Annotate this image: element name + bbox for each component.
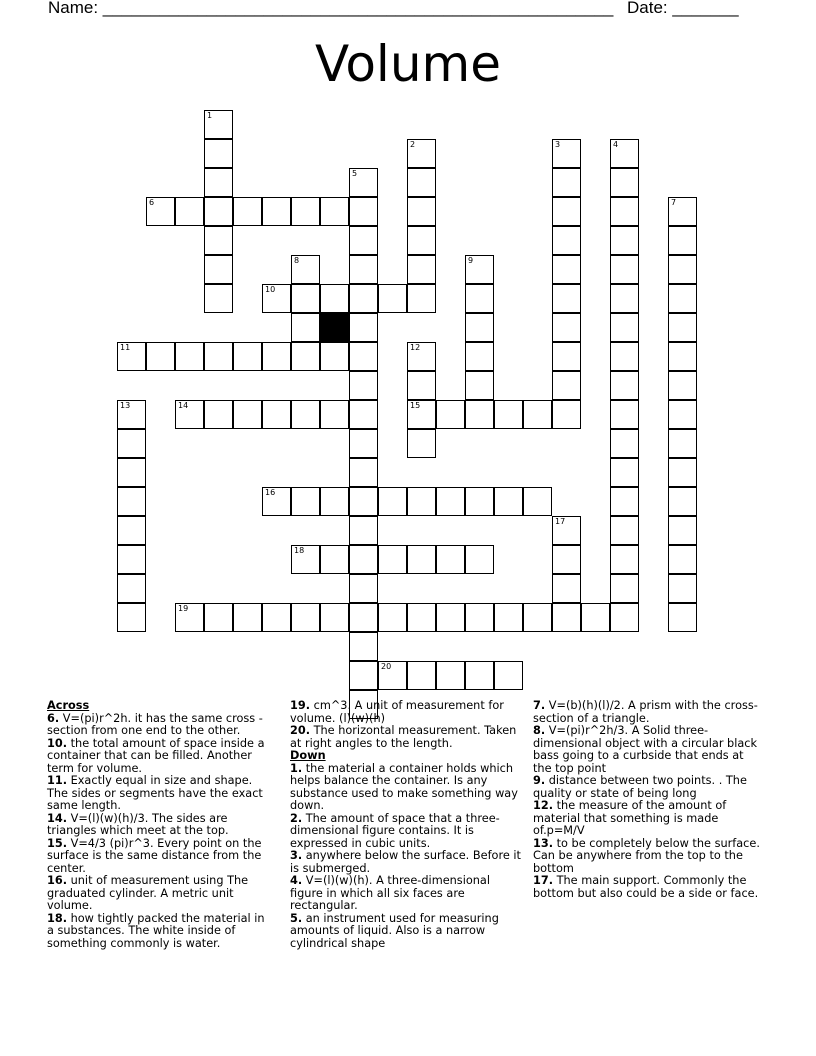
clue-text: to be completely below the surface. Can be anywhere from the top to the bottom — [533, 836, 760, 875]
grid-cell[interactable] — [378, 545, 407, 574]
clue-number: 19. — [290, 699, 311, 712]
grid-cell[interactable] — [349, 574, 378, 603]
grid-cell[interactable] — [233, 400, 262, 429]
grid-cell[interactable] — [552, 371, 581, 400]
clue-text: anywhere below the surface. Before it is submerged. — [290, 849, 521, 875]
grid-cell[interactable] — [291, 487, 320, 516]
col1-list — [47, 713, 273, 951]
grid-cell[interactable] — [407, 197, 436, 226]
clue-text: V=(pi)r^2h/3. A Solid three-dimensional object with a circular black bass going to a curbside that ends at the top point — [533, 724, 758, 775]
grid-cell[interactable] — [349, 168, 378, 197]
grid-cell[interactable] — [349, 458, 378, 487]
grid-cell[interactable] — [610, 371, 639, 400]
grid-cell[interactable] — [117, 342, 146, 371]
grid-cell[interactable] — [349, 632, 378, 661]
grid-cell[interactable] — [436, 661, 465, 690]
grid-cell[interactable] — [581, 603, 610, 632]
grid-cell[interactable] — [465, 284, 494, 313]
grid-cell[interactable] — [204, 110, 233, 139]
grid-cell[interactable] — [668, 342, 697, 371]
clue-text: V=(pi)r^2h. it has the same cross - section from one end to the other. — [47, 711, 263, 737]
grid-cell[interactable] — [349, 429, 378, 458]
clue-number: 12. — [533, 799, 554, 812]
cell-number: 20 — [381, 662, 392, 671]
clue-item — [47, 813, 273, 838]
grid-cell[interactable] — [349, 400, 378, 429]
cell-number: 15 — [410, 401, 421, 410]
grid-cell[interactable] — [668, 545, 697, 574]
grid-cell[interactable] — [668, 284, 697, 313]
grid-cell[interactable] — [175, 197, 204, 226]
grid-cell[interactable] — [610, 168, 639, 197]
grid-cell[interactable] — [349, 255, 378, 284]
grid-cell[interactable] — [523, 487, 552, 516]
grid-cell[interactable] — [291, 400, 320, 429]
grid-cell[interactable] — [146, 197, 175, 226]
grid-cell[interactable] — [349, 226, 378, 255]
clue-number: 9. — [533, 774, 546, 787]
cell-number: 14 — [178, 401, 189, 410]
grid-cell[interactable] — [233, 197, 262, 226]
grid-cell[interactable] — [262, 603, 291, 632]
grid-cell[interactable] — [291, 545, 320, 574]
grid-cell[interactable] — [117, 487, 146, 516]
grid-cell[interactable] — [262, 284, 291, 313]
grid-cell[interactable] — [407, 371, 436, 400]
grid-cell[interactable] — [262, 342, 291, 371]
grid-cell[interactable] — [610, 342, 639, 371]
grid-cell[interactable] — [349, 342, 378, 371]
grid-cell[interactable] — [610, 255, 639, 284]
cell-number: 4 — [613, 140, 619, 149]
cell-number: 2 — [410, 140, 416, 149]
grid-cell[interactable] — [610, 226, 639, 255]
grid-cell[interactable] — [610, 487, 639, 516]
grid-cell[interactable] — [262, 400, 291, 429]
grid-cell[interactable] — [552, 284, 581, 313]
grid-cell[interactable] — [552, 603, 581, 632]
clue-item — [290, 850, 526, 875]
clue-number: 17. — [533, 874, 554, 887]
grid-cell[interactable] — [349, 284, 378, 313]
clue-text: the total amount of space inside a container that can be filled. Another term for volume. — [47, 736, 265, 775]
grid-cell[interactable] — [436, 603, 465, 632]
grid-cell[interactable] — [291, 603, 320, 632]
grid-cell[interactable] — [552, 516, 581, 545]
grid-cell[interactable] — [668, 313, 697, 342]
clue-item — [290, 725, 526, 750]
cell-number: 16 — [265, 488, 276, 497]
grid-cell[interactable] — [117, 516, 146, 545]
grid-cell[interactable] — [552, 226, 581, 255]
grid-cell[interactable] — [668, 603, 697, 632]
grid-cell[interactable] — [320, 545, 349, 574]
grid-cell[interactable] — [204, 284, 233, 313]
cell-number: 6 — [149, 198, 155, 207]
grid-cell[interactable] — [320, 342, 349, 371]
cell-number: 11 — [120, 343, 131, 352]
cell-number: 3 — [555, 140, 561, 149]
grid-cell[interactable] — [349, 197, 378, 226]
grid-cell[interactable] — [610, 284, 639, 313]
grid-cell[interactable] — [552, 197, 581, 226]
clue-item — [533, 875, 765, 900]
clue-text: V=(b)(h)(l)/2. A prism with the cross-section of a triangle. — [533, 699, 758, 725]
grid-cell[interactable] — [291, 284, 320, 313]
grid-cell[interactable] — [465, 661, 494, 690]
grid-cell[interactable] — [175, 342, 204, 371]
grid-cell[interactable] — [117, 429, 146, 458]
cell-number: 8 — [294, 256, 300, 265]
across-heading: Across — [47, 699, 90, 712]
grid-cell[interactable] — [465, 255, 494, 284]
clue-item — [533, 800, 765, 838]
grid-cell[interactable] — [233, 342, 262, 371]
clue-item — [533, 725, 765, 775]
grid-cell[interactable] — [465, 487, 494, 516]
grid-cell[interactable] — [610, 400, 639, 429]
grid-cell[interactable] — [320, 603, 349, 632]
grid-cell[interactable] — [610, 458, 639, 487]
clue-item — [290, 813, 526, 851]
grid-cell[interactable] — [117, 574, 146, 603]
clue-number: 5. — [290, 911, 303, 925]
grid-cell[interactable] — [291, 342, 320, 371]
grid-cell[interactable] — [552, 574, 581, 603]
grid-cell[interactable] — [378, 284, 407, 313]
grid-cell[interactable] — [175, 400, 204, 429]
grid-cell[interactable] — [320, 487, 349, 516]
grid-cell[interactable] — [552, 545, 581, 574]
grid-cell[interactable] — [523, 603, 552, 632]
cell-number: 19 — [178, 604, 189, 613]
grid-cell[interactable] — [378, 487, 407, 516]
grid-cell[interactable] — [668, 487, 697, 516]
grid-cell[interactable] — [320, 197, 349, 226]
grid-cell[interactable] — [407, 603, 436, 632]
grid-cell[interactable] — [552, 342, 581, 371]
clue-text: The main support. Commonly the bottom but also could be a side or face. — [533, 874, 759, 900]
grid-cell[interactable] — [436, 400, 465, 429]
grid-cell[interactable] — [291, 313, 320, 342]
clue-item — [290, 913, 526, 951]
grid-cell[interactable] — [668, 226, 697, 255]
clue-text: V=4/3 (pi)r^3. Every point on the surface is the same distance from the center. — [47, 836, 262, 875]
grid-cell[interactable] — [320, 400, 349, 429]
col2-down-list — [290, 763, 526, 951]
grid-cell[interactable] — [349, 313, 378, 342]
grid-cell[interactable] — [494, 487, 523, 516]
grid-cell[interactable] — [407, 661, 436, 690]
grid-cell[interactable] — [117, 603, 146, 632]
date-field-label[interactable]: Date: _______ — [627, 0, 739, 17]
grid-cell[interactable] — [668, 255, 697, 284]
clue-item — [47, 913, 273, 951]
cell-number: 5 — [352, 169, 358, 178]
grid-cell[interactable] — [465, 342, 494, 371]
grid-cell[interactable] — [407, 342, 436, 371]
cell-number: 1 — [207, 111, 213, 120]
clue-number: 6. — [47, 711, 60, 725]
clue-item — [47, 838, 273, 876]
clue-text: the material a container holds which helps balance the container. Is any substance used to make something way down. — [290, 761, 518, 812]
clue-text: V=(l)(w)(h)/3. The sides are triangles which meet at the top. — [47, 811, 229, 837]
grid-cell[interactable] — [668, 516, 697, 545]
grid-cell[interactable] — [523, 400, 552, 429]
clue-number: 18. — [47, 911, 68, 925]
clue-number: 10. — [47, 736, 68, 750]
grid-cell[interactable] — [204, 168, 233, 197]
clue-item — [290, 875, 526, 913]
clue-item — [47, 775, 273, 813]
grid-cell[interactable] — [436, 487, 465, 516]
grid-cell[interactable] — [204, 255, 233, 284]
grid-cell[interactable] — [610, 197, 639, 226]
clue-item — [290, 763, 526, 813]
grid-cell[interactable] — [610, 516, 639, 545]
grid-cell[interactable] — [668, 400, 697, 429]
cell-number: 9 — [468, 256, 474, 265]
clue-item — [533, 700, 765, 725]
grid-cell[interactable] — [233, 603, 262, 632]
clue-item — [290, 700, 526, 725]
col3-list — [533, 700, 765, 900]
grid-cell[interactable] — [378, 661, 407, 690]
cell-number: 13 — [120, 401, 131, 410]
grid-cell[interactable] — [117, 458, 146, 487]
grid-cell[interactable] — [610, 313, 639, 342]
clue-text: an instrument used for measuring amounts of liquid. Also is a narrow cylindrical shape — [290, 911, 499, 950]
grid-cell[interactable] — [407, 168, 436, 197]
page-title: Volume — [315, 35, 501, 93]
down-heading: Down — [290, 749, 326, 762]
cell-number: 17 — [555, 517, 566, 526]
grid-cell[interactable] — [291, 197, 320, 226]
grid-cell[interactable] — [436, 545, 465, 574]
grid-cell[interactable] — [407, 255, 436, 284]
grid-cell[interactable] — [610, 574, 639, 603]
clue-text: The horizontal measurement. Taken at right angles to the length. — [290, 724, 517, 750]
clue-number: 7. — [533, 699, 546, 712]
grid-cell[interactable] — [494, 603, 523, 632]
clue-text: how tightly packed the material in a substances. The white inside of something commonly is water. — [47, 911, 265, 950]
grid-cell[interactable] — [349, 603, 378, 632]
grid-cell[interactable] — [320, 284, 349, 313]
clue-number: 13. — [533, 836, 554, 850]
grid-cell[interactable] — [262, 487, 291, 516]
grid-cell[interactable] — [349, 516, 378, 545]
clues-column-1 — [47, 700, 273, 950]
cell-number: 12 — [410, 343, 421, 352]
grid-cell[interactable] — [204, 603, 233, 632]
grid-cell[interactable] — [146, 342, 175, 371]
clue-number: 3. — [290, 849, 303, 862]
grid-cell[interactable] — [552, 400, 581, 429]
cell-number: 7 — [671, 198, 677, 207]
grid-cell[interactable] — [204, 400, 233, 429]
clue-item — [47, 738, 273, 776]
grid-cell[interactable] — [668, 371, 697, 400]
grid-cell[interactable] — [465, 313, 494, 342]
clue-number: 15. — [47, 836, 68, 850]
clue-item — [533, 838, 765, 876]
clue-item — [47, 713, 273, 738]
grid-cell[interactable] — [349, 371, 378, 400]
grid-cell[interactable] — [465, 400, 494, 429]
grid-cell[interactable] — [204, 342, 233, 371]
grid-cell[interactable] — [668, 429, 697, 458]
clue-number: 14. — [47, 811, 68, 825]
grid-cell[interactable] — [668, 458, 697, 487]
grid-cell[interactable] — [262, 197, 291, 226]
clue-text: unit of measurement using The graduated cylinder. A metric unit volume. — [47, 874, 249, 912]
grid-cell[interactable] — [407, 545, 436, 574]
clue-number: 8. — [533, 724, 546, 737]
grid-cell[interactable] — [610, 545, 639, 574]
grid-cell[interactable] — [407, 487, 436, 516]
cell-number: 10 — [265, 285, 276, 294]
grid-cell[interactable] — [204, 139, 233, 168]
grid-cell[interactable] — [668, 197, 697, 226]
grid-cell[interactable] — [349, 487, 378, 516]
clue-number: 16. — [47, 874, 68, 887]
grid-cell[interactable] — [494, 400, 523, 429]
clue-item — [533, 775, 765, 800]
clue-text: Exactly equal in size and shape. The sides or segments have the exact same length. — [47, 774, 263, 812]
grid-cell[interactable] — [668, 574, 697, 603]
col2-across-list — [290, 700, 526, 750]
clues-column-2 — [290, 700, 526, 950]
grid-cell[interactable] — [349, 661, 378, 690]
clue-number: 4. — [290, 874, 303, 887]
grid-cell[interactable] — [407, 139, 436, 168]
grid-cell[interactable] — [552, 139, 581, 168]
grid-cell[interactable] — [465, 545, 494, 574]
grid-cell[interactable] — [465, 603, 494, 632]
clue-number: 2. — [290, 811, 303, 825]
grid-cell[interactable] — [610, 429, 639, 458]
clue-text: the measure of the amount of material that something is made of.p=M/V — [533, 799, 727, 837]
grid-cell[interactable] — [117, 400, 146, 429]
grid-cell[interactable] — [465, 371, 494, 400]
clue-text: V=(l)(w)(h). A three-dimensional figure in which all six faces are rectangular. — [290, 874, 490, 912]
grid-cell[interactable] — [407, 226, 436, 255]
clue-text: The amount of space that a three-dimensional figure contains. It is expressed in cubic units. — [290, 811, 500, 850]
cell-number: 18 — [294, 546, 305, 555]
grid-cell[interactable] — [494, 661, 523, 690]
grid-cell[interactable] — [610, 603, 639, 632]
grid-cell[interactable] — [117, 545, 146, 574]
grid-cell[interactable] — [204, 226, 233, 255]
clue-item — [47, 875, 273, 913]
grid-cell[interactable] — [204, 197, 233, 226]
clue-number: 1. — [290, 761, 303, 775]
clue-number: 20. — [290, 724, 311, 737]
grid-cell[interactable] — [552, 255, 581, 284]
grid-cell[interactable] — [349, 545, 378, 574]
name-field-label[interactable]: Name: ______________________________________________________ — [48, 0, 614, 17]
grid-cell[interactable] — [291, 255, 320, 284]
grid-cell[interactable] — [552, 168, 581, 197]
grid-cell[interactable] — [407, 400, 436, 429]
grid-cell[interactable] — [610, 139, 639, 168]
blocked-cell — [320, 313, 349, 342]
grid-cell[interactable] — [175, 603, 204, 632]
clue-text: distance between two points. . The quality or state of being long — [533, 774, 747, 800]
grid-cell[interactable] — [378, 603, 407, 632]
clue-text: cm^3. A unit of measurement for volume. (l)(w)(h) — [290, 699, 504, 725]
grid-cell[interactable] — [552, 313, 581, 342]
clue-number: 11. — [47, 774, 68, 787]
grid-cell[interactable] — [407, 284, 436, 313]
grid-cell[interactable] — [407, 429, 436, 458]
clues-column-3 — [533, 700, 765, 900]
